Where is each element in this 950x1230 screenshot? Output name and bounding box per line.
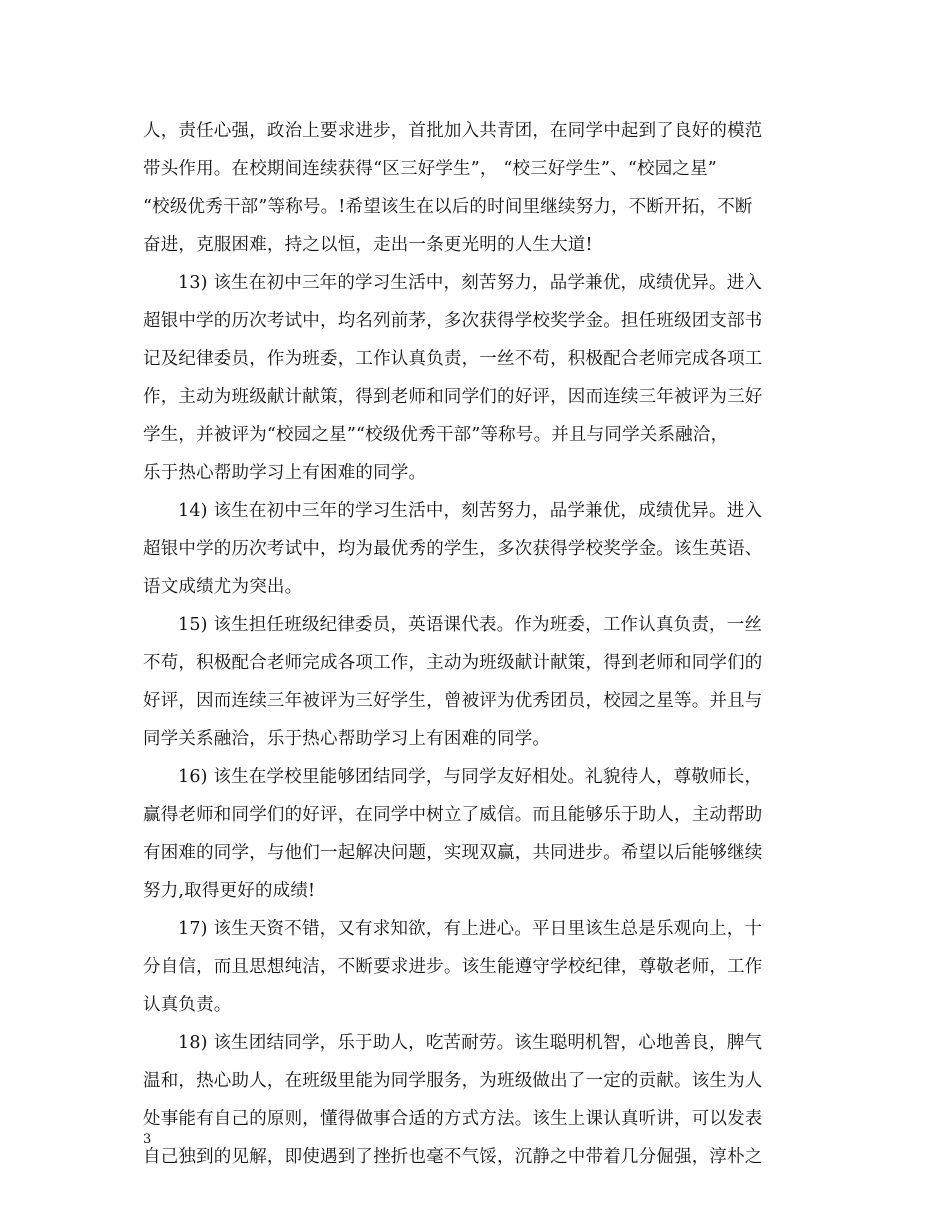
text-line: 认真负责。 bbox=[143, 995, 232, 1015]
paragraph-18 bbox=[143, 1024, 813, 1176]
text-line: 努力,取得更好的成绩! bbox=[143, 881, 316, 901]
page-number: 3 bbox=[143, 1132, 152, 1147]
paragraph-13 bbox=[143, 264, 813, 492]
text-line: 记及纪律委员，作为班委，工作认真负责，一丝不苟，积极配合老师完成各项工 bbox=[143, 349, 763, 369]
text-line: 语文成绩尤为突出。 bbox=[143, 577, 303, 597]
text-line: 作，主动为班级献计献策，得到老师和同学们的好评，因而连续三年被评为三好 bbox=[143, 387, 763, 407]
paragraph-16 bbox=[143, 758, 813, 910]
text-line: 人，责任心强，政治上要求进步，首批加入共青团，在同学中起到了良好的模范 bbox=[143, 121, 763, 141]
text-line: 14) 该生在初中三年的学习生活中，刻苦努力，品学兼优，成绩优异。进入 bbox=[178, 501, 763, 521]
paragraph-17 bbox=[143, 910, 813, 1024]
paragraph-continuation bbox=[143, 112, 813, 264]
text-line: 带头作用。在校期间连续获得“区三好学生”， “校三好学生”、“校园之星” bbox=[143, 159, 717, 179]
text-line: 16) 该生在学校里能够团结同学，与同学友好相处。礼貌待人，尊敬师长， bbox=[178, 767, 763, 787]
text-line: 好评，因而连续三年被评为三好学生，曾被评为优秀团员，校园之星等。并且与 bbox=[143, 691, 763, 711]
text-line: 15) 该生担任班级纪律委员，英语课代表。作为班委，工作认真负责，一丝 bbox=[178, 615, 763, 635]
text-line: 18) 该生团结同学，乐于助人，吃苦耐劳。该生聪明机智，心地善良，脾气 bbox=[178, 1033, 763, 1053]
text-line: 超银中学的历次考试中，均为最优秀的学生，多次获得学校奖学金。该生英语、 bbox=[143, 539, 763, 559]
text-line: 13) 该生在初中三年的学习生活中，刻苦努力，品学兼优，成绩优异。进入 bbox=[178, 273, 763, 293]
text-line: 17) 该生天资不错，又有求知欲，有上进心。平日里该生总是乐观向上，十 bbox=[178, 919, 763, 939]
document-body bbox=[143, 112, 813, 1176]
text-line: 有困难的同学，与他们一起解决问题，实现双赢，共同进步。希望以后能够继续 bbox=[143, 843, 763, 863]
text-line: 超银中学的历次考试中，均名列前茅，多次获得学校奖学金。担任班级团支部书 bbox=[143, 311, 763, 331]
text-line: 温和，热心助人，在班级里能为同学服务，为班级做出了一定的贡献。该生为人 bbox=[143, 1071, 763, 1091]
text-line: 乐于热心帮助学习上有困难的同学。 bbox=[143, 463, 427, 483]
text-line: 不苟，积极配合老师完成各项工作，主动为班级献计献策，得到老师和同学们的 bbox=[143, 653, 763, 673]
text-line: 自己独到的见解，即使遇到了挫折也毫不气馁，沉静之中带着几分倔强，淳朴之 bbox=[143, 1147, 763, 1167]
paragraph-15 bbox=[143, 606, 813, 758]
text-line: 奋进，克服困难，持之以恒，走出一条更光明的人生大道! bbox=[143, 235, 593, 255]
text-line: 学生，并被评为“校园之星”“校级优秀干部”等称号。并且与同学关系融洽， bbox=[143, 425, 729, 445]
text-line: 处事能有自己的原则，懂得做事合适的方式方法。该生上课认真听讲，可以发表 bbox=[143, 1109, 763, 1129]
text-line: 同学关系融洽，乐于热心帮助学习上有困难的同学。 bbox=[143, 729, 551, 749]
text-line: 赢得老师和同学们的好评，在同学中树立了威信。而且能够乐于助人，主动帮助 bbox=[143, 805, 763, 825]
text-line: “校级优秀干部”等称号。!希望该生在以后的时间里继续努力，不断开拓，不断 bbox=[143, 197, 753, 217]
text-line: 分自信，而且思想纯洁，不断要求进步。该生能遵守学校纪律，尊敬老师，工作 bbox=[143, 957, 763, 977]
paragraph-14 bbox=[143, 492, 813, 606]
